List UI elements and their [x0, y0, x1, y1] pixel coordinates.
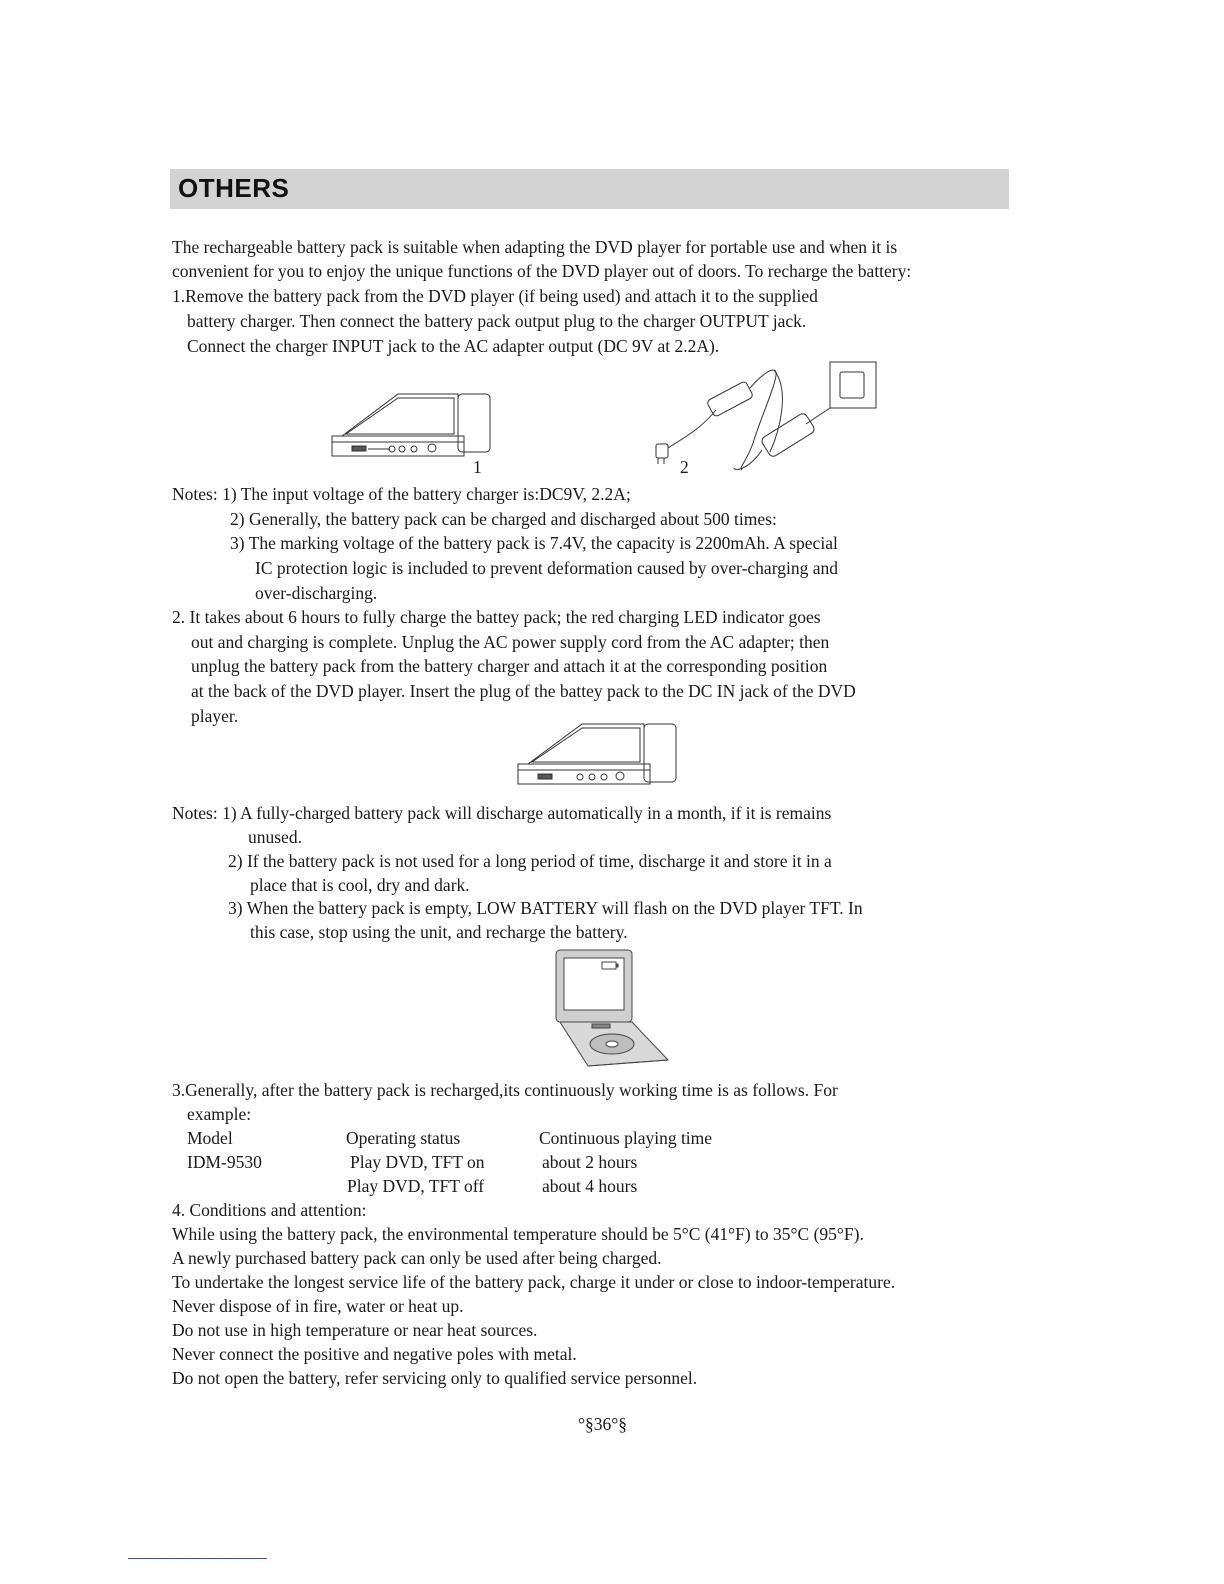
step4-line: Do not open the battery, refer servicing only to qualified service personnel. [172, 1368, 698, 1388]
step4-line: While using the battery pack, the environmental temperature should be 5°C (41°F) to 35°C (95°F). [172, 1224, 864, 1244]
table-header-status: Operating status [346, 1128, 461, 1148]
step4-line: Do not use in high temperature or near heat sources. [172, 1320, 538, 1340]
note-line: place that is cool, dry and dark. [250, 875, 470, 895]
step1-line: Connect the charger INPUT jack to the AC adapter output (DC 9V at 2.2A). [187, 336, 720, 356]
note-line: 3) When the battery pack is empty, LOW BATTERY will flash on the DVD player TFT. In [228, 898, 863, 918]
table-header-model: Model [187, 1128, 233, 1148]
step2-line: unplug the battery pack from the battery charger and attach it at the corresponding position [191, 656, 828, 676]
note-line: 3) The marking voltage of the battery pack is 7.4V, the capacity is 2200mAh. A special [230, 533, 838, 553]
footer-rule [128, 1558, 267, 1559]
table-header-time: Continuous playing time [539, 1128, 713, 1148]
figure-label-2: 2 [680, 457, 689, 477]
step1-line: 1.Remove the battery pack from the DVD player (if being used) and attach it to the supplied [172, 286, 818, 306]
note-line: 2) If the battery pack is not used for a long period of time, discharge it and store it in a [228, 851, 832, 871]
step4-line: To undertake the longest service life of the battery pack, charge it under or close to indoor-temperature. [172, 1272, 896, 1292]
step1-line: battery charger. Then connect the battery pack output plug to the charger OUTPUT jack. [187, 311, 807, 331]
step4-line: 4. Conditions and attention: [172, 1200, 367, 1220]
intro-line: The rechargeable battery pack is suitable when adapting the DVD player for portable use and when it is [172, 237, 898, 257]
step4-line: A newly purchased battery pack can only be used after being charged. [172, 1248, 662, 1268]
table-cell: Play DVD, TFT off [347, 1176, 485, 1196]
step3-line: example: [187, 1104, 252, 1124]
section-header [170, 169, 1009, 209]
table-cell: Play DVD, TFT on [350, 1152, 485, 1172]
note-line: this case, stop using the unit, and recharge the battery. [250, 922, 628, 942]
step3-line: 3.Generally, after the battery pack is recharged,its continuously working time is as follows. For [172, 1080, 838, 1100]
step2-line: 2. It takes about 6 hours to fully charge the battey pack; the red charging LED indicator goes [172, 607, 821, 627]
table-cell: about 2 hours [542, 1152, 638, 1172]
figure-label-1: 1 [473, 457, 482, 477]
intro-line: convenient for you to enjoy the unique functions of the DVD player out of doors. To recharge the battery: [172, 261, 912, 281]
dvd-player-low-battery-illustration [548, 948, 672, 1072]
step4-line: Never connect the positive and negative poles with metal. [172, 1344, 577, 1364]
note-line: IC protection logic is included to prevent deformation caused by over-charging and [255, 558, 838, 578]
note-line: Notes: 1) The input voltage of the battery charger is:DC9V, 2.2A; [172, 484, 631, 504]
table-cell: IDM-9530 [187, 1152, 262, 1172]
page-number: °§36°§ [578, 1414, 627, 1434]
step2-line: out and charging is complete. Unplug the AC power supply cord from the AC adapter; then [191, 632, 830, 652]
note-line: Notes: 1) A fully-charged battery pack will discharge automatically in a month, if it is remains [172, 803, 832, 823]
dvd-player-with-battery-illustration [328, 388, 493, 464]
table-cell: about 4 hours [542, 1176, 638, 1196]
step4-line: Never dispose of in fire, water or heat up. [172, 1296, 464, 1316]
note-line: over-discharging. [255, 583, 378, 603]
step2-line: at the back of the DVD player. Insert the plug of the battey pack to the DC IN jack of the DVD [191, 681, 856, 701]
note-line: unused. [248, 827, 302, 847]
note-line: 2) Generally, the battery pack can be charged and discharged about 500 times: [230, 509, 777, 529]
section-title: OTHERS [178, 173, 290, 203]
step2-line: player. [191, 706, 239, 726]
dvd-player-back-illustration [514, 720, 680, 790]
